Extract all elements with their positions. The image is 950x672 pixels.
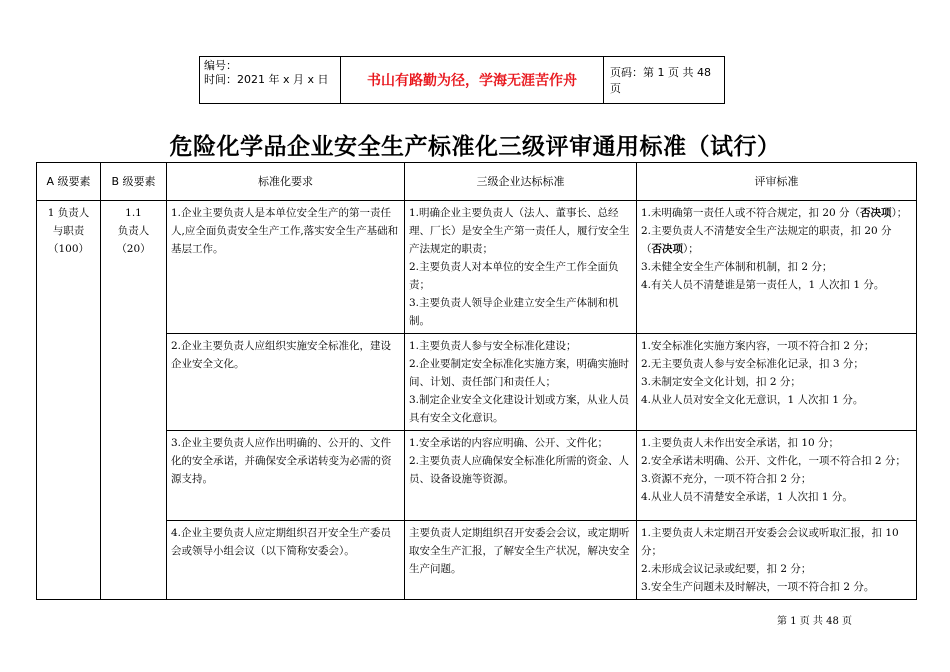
b-element-line: 负责人 — [117, 225, 150, 237]
review-item: 1.主要负责人未定期召开安委会会议或听取汇报，扣 10 分； — [641, 527, 899, 557]
veto-marker: 否决项 — [651, 243, 683, 255]
review-cell — [637, 334, 917, 431]
level3-cell — [405, 334, 637, 431]
b-element-line: 1.1 — [125, 207, 142, 219]
header-motto: 书山有路勤为径，学海无涯苦作舟 — [341, 57, 604, 103]
document-time-label: 时间：2021 年 x 月 x 日 — [204, 73, 329, 86]
requirement-cell: 2.企业主要负责人应组织实施安全标准化，建设企业安全文化。 — [167, 334, 405, 431]
review-cell — [637, 521, 917, 600]
table-row — [37, 431, 917, 521]
page-footer: 第 1 页 共 48 页 — [777, 616, 852, 627]
requirement-cell: 4.企业主要负责人应定期组织召开安全生产委员会或领导小组会议（以下简称安委会）。 — [167, 521, 405, 600]
level3-item: 1.安全承诺的内容应明确、公开、文件化； — [409, 437, 609, 449]
review-item: 3.资源不充分，一项不符合扣 2 分； — [641, 473, 812, 485]
a-element-line: 1 负责人 — [47, 207, 90, 219]
level3-item: 1.主要负责人参与安全标准化建设； — [409, 340, 577, 352]
standards-table — [36, 162, 917, 600]
review-item: 1.安全标准化实施方案内容，一项不符合扣 2 分； — [641, 340, 875, 352]
table-row — [37, 521, 917, 600]
veto-marker: 否决项 — [860, 207, 892, 219]
review-item: 4.有关人员不清楚谁是第一责任人，1 人次扣 1 分。 — [641, 279, 885, 291]
level3-item: 主要负责人定期组织召开安委会会议，或定期听取安全生产汇报，了解安全生产状况，解决安全生产问题。 — [409, 527, 630, 575]
level3-cell — [405, 431, 637, 521]
table-row — [37, 334, 917, 431]
a-element-line: 与职责 — [52, 225, 85, 237]
column-header-b: B 级要素 — [101, 163, 167, 201]
requirement-cell: 3.企业主要负责人应作出明确的、公开的、文件化的安全承诺，并确保安全承诺转变为必需的资源支持。 — [167, 431, 405, 521]
a-element-cell — [37, 201, 101, 600]
review-item: 2.主要负责人不清楚安全生产法规定的职责，扣 20 分（否决项）； — [641, 225, 892, 255]
document-header-box — [199, 56, 725, 104]
review-item: 1.未明确第一责任人或不符合规定，扣 20 分（否决项）； — [641, 207, 908, 219]
review-cell — [637, 431, 917, 521]
column-header-review: 评审标准 — [637, 163, 917, 201]
level3-cell — [405, 521, 637, 600]
b-element-cell — [101, 201, 167, 600]
header-page-info: 页码：第 1 页 共 48 页 — [610, 66, 711, 95]
review-item: 3.未健全安全生产体制和机制，扣 2 分； — [641, 261, 833, 273]
level3-item: 2.企业要制定安全标准化实施方案，明确实施时间、计划、责任部门和责任人； — [409, 358, 630, 388]
document-title: 危险化学品企业安全生产标准化三级评审通用标准（试行） — [169, 134, 781, 160]
review-item: 2.无主要负责人参与安全标准化记录，扣 3 分； — [641, 358, 864, 370]
b-element-line: （20） — [116, 243, 151, 255]
review-item: 3.未制定安全文化计划，扣 2 分； — [641, 376, 801, 388]
requirement-cell: 1.企业主要负责人是本单位安全生产的第一责任人,应全面负责安全生产工作,落实安全生产基础和基层工作。 — [167, 201, 405, 334]
review-item: 3.安全生产问题未及时解决，一项不符合扣 2 分。 — [641, 581, 875, 593]
review-item: 1.主要负责人未作出安全承诺，扣 10 分； — [641, 437, 840, 449]
review-cell — [637, 201, 917, 334]
level3-item: 3.制定企业安全文化建设计划或方案，从业人员具有安全文化意识。 — [409, 394, 630, 424]
table-header-row — [37, 163, 917, 201]
review-item: 2.未形成会议记录或纪要，扣 2 分； — [641, 563, 812, 575]
level3-item: 2.主要负责人应确保安全标准化所需的资金、人员、设备设施等资源。 — [409, 455, 630, 485]
a-element-line: （100） — [47, 243, 90, 255]
column-header-requirement: 标准化要求 — [167, 163, 405, 201]
level3-cell — [405, 201, 637, 334]
review-item: 4.从业人员对安全文化无意识，1 人次扣 1 分。 — [641, 394, 864, 406]
table-row — [37, 201, 917, 334]
column-header-a: A 级要素 — [37, 163, 101, 201]
header-meta — [200, 57, 341, 103]
column-header-level3: 三级企业达标标准 — [405, 163, 637, 201]
level3-item: 2.主要负责人对本单位的安全生产工作全面负责； — [409, 261, 619, 291]
review-item: 4.从业人员不清楚安全承诺，1 人次扣 1 分。 — [641, 491, 853, 503]
level3-item: 3.主要负责人领导企业建立安全生产体制和机制。 — [409, 297, 619, 327]
level3-item: 1.明确企业主要负责人（法人、董事长、总经理、厂长）是安全生产第一责任人，履行安全生产法规定的职责； — [409, 207, 630, 255]
document-number-label: 编号： — [204, 59, 237, 72]
review-item: 2.安全承诺未明确、公开、文件化，一项不符合扣 2 分； — [641, 455, 906, 467]
